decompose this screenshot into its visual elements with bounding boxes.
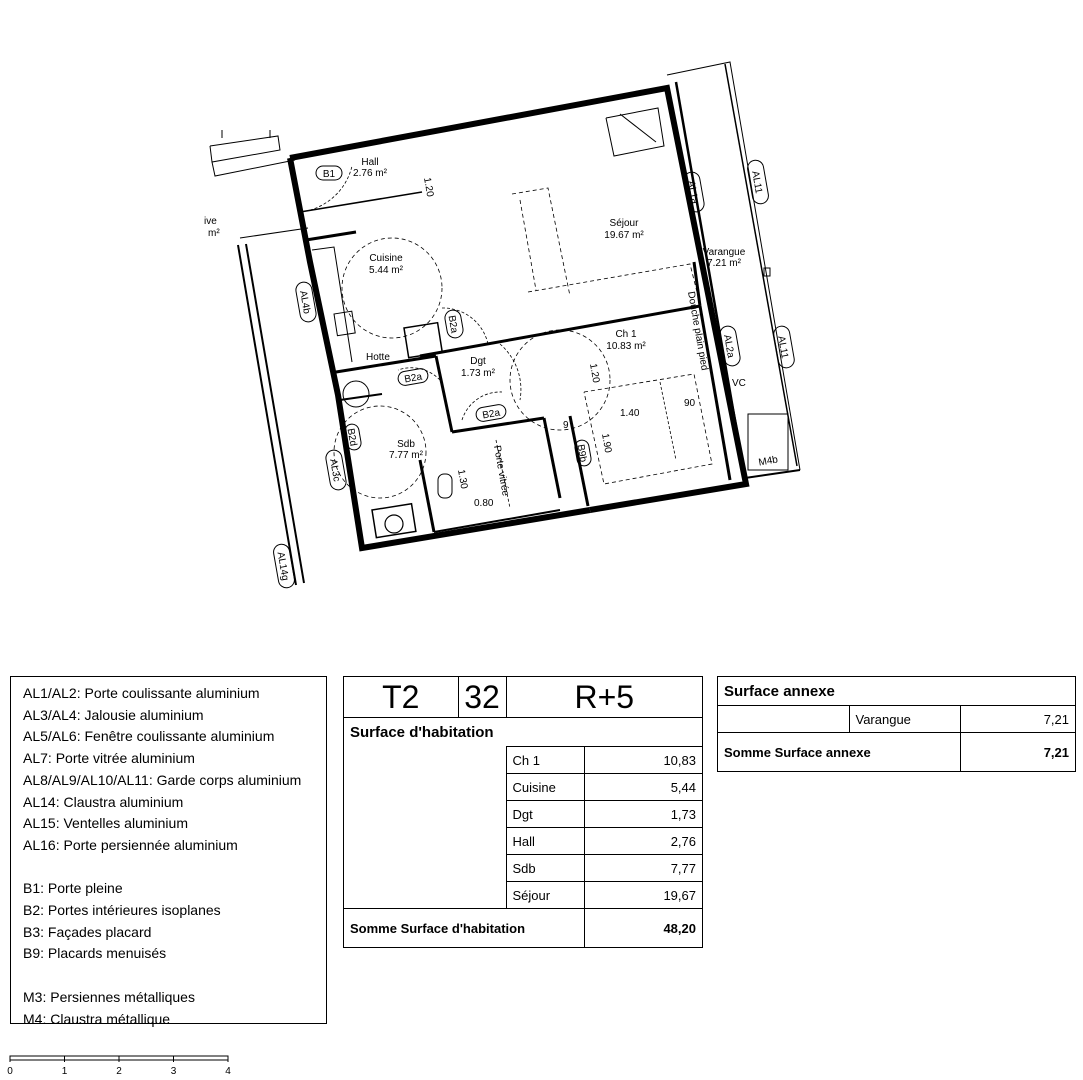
blank-cell bbox=[718, 706, 850, 733]
dimension-label: 1.20 bbox=[421, 176, 436, 198]
annex-room-value: 7,21 bbox=[961, 706, 1076, 733]
habitation-table bbox=[343, 676, 703, 948]
room-name: Sdb bbox=[506, 855, 585, 882]
note-glass-door: Porte vitrée bbox=[491, 444, 511, 497]
partial-label: ive bbox=[204, 216, 217, 227]
room-value: 10,83 bbox=[585, 747, 703, 774]
annex-table bbox=[717, 676, 1076, 772]
tag-al2a: AL2a bbox=[721, 333, 736, 359]
room-value: 1,73 bbox=[585, 801, 703, 828]
tag-b9b: B9b bbox=[574, 443, 589, 463]
interior-wall bbox=[420, 460, 434, 532]
toilet bbox=[438, 474, 452, 498]
annex-title: Surface annexe bbox=[718, 677, 1076, 706]
room-name: Dgt bbox=[506, 801, 585, 828]
scale-tick-label: 3 bbox=[170, 1066, 177, 1077]
room-area-dgt: 1.73 m² bbox=[461, 368, 495, 379]
legend-item: B1: Porte pleine bbox=[23, 880, 123, 897]
room-label-dgt: Dgt bbox=[470, 356, 486, 367]
room-area-ch1: 10.83 m² bbox=[606, 341, 646, 352]
room-label-ch1: Ch 1 bbox=[615, 329, 637, 340]
habitation-sum-value: 48,20 bbox=[585, 909, 703, 948]
legend-item: AL8/AL9/AL10/AL11: Garde corps aluminium bbox=[23, 771, 302, 788]
railing bbox=[240, 228, 308, 238]
railing bbox=[246, 244, 304, 583]
room-value: 7,77 bbox=[585, 855, 703, 882]
tag-b1: B1 bbox=[322, 169, 336, 180]
legend-item: AL1/AL2: Porte coulissante aluminium bbox=[23, 685, 260, 701]
legend-item: B2: Portes intérieures isoplanes bbox=[23, 902, 221, 919]
tag-b2a: B2a bbox=[403, 371, 423, 386]
blank-cell bbox=[344, 747, 507, 909]
room-name: Cuisine bbox=[506, 774, 585, 801]
room-name: Séjour bbox=[506, 882, 585, 909]
washbasin bbox=[343, 381, 369, 407]
tag-b2a: B2a bbox=[445, 314, 460, 334]
room-name: Ch 1 bbox=[506, 747, 585, 774]
legend-item: AL14: Claustra aluminium bbox=[23, 793, 184, 810]
legend-item: B3: Façades placard bbox=[23, 923, 152, 940]
room-area-hall: 2.76 m² bbox=[353, 168, 387, 179]
tag-b2d: B2d bbox=[344, 427, 359, 447]
note-hood: Hotte bbox=[366, 352, 390, 363]
bed-outline bbox=[584, 374, 712, 484]
legend-item: AL3/AL4: Jalousie aluminium bbox=[23, 706, 204, 723]
interior-wall bbox=[340, 394, 382, 400]
entry-wall bbox=[212, 160, 295, 176]
unit-number: 32 bbox=[458, 677, 506, 718]
legend-item: M3: Persiennes métalliques bbox=[23, 988, 195, 1005]
scale-tick-label: 1 bbox=[61, 1066, 68, 1077]
scale-bar bbox=[4, 1052, 234, 1078]
room-label-cuisine: Cuisine bbox=[369, 253, 403, 264]
hall-wall bbox=[306, 232, 356, 240]
scale-tick-label: 2 bbox=[116, 1066, 122, 1077]
room-label-hall: Hall bbox=[361, 157, 379, 168]
exterior-wall bbox=[290, 88, 746, 510]
furniture-outline bbox=[520, 200, 536, 290]
unit-level: R+5 bbox=[506, 677, 702, 718]
dimension-label: 1.30 bbox=[455, 468, 470, 490]
partial-label: m² bbox=[208, 228, 220, 239]
railing bbox=[676, 82, 745, 478]
legend-item: AL7: Porte vitrée aluminium bbox=[23, 750, 195, 767]
annex-room-name: Varangue bbox=[849, 706, 961, 733]
room-area-sejour: 19.67 m² bbox=[604, 230, 644, 241]
annex-sum-value: 7,21 bbox=[961, 733, 1076, 772]
room-area-sdb: 7.77 m² bbox=[389, 450, 423, 461]
room-label-sejour: Séjour bbox=[609, 218, 639, 229]
interior-wall bbox=[452, 418, 544, 432]
tag-al11: AL11 bbox=[749, 170, 764, 195]
legend bbox=[10, 676, 327, 1027]
scale-tick-label: 0 bbox=[7, 1066, 13, 1077]
tag-al14g: AL14g bbox=[274, 551, 291, 582]
room-area-cuisine: 5.44 m² bbox=[369, 265, 403, 276]
window-detail bbox=[606, 108, 664, 156]
legend-item: AL15: Ventelles aluminium bbox=[23, 815, 188, 832]
tag-al4b: AL4b bbox=[297, 289, 312, 315]
habitation-title: Surface d'habitation bbox=[344, 718, 703, 747]
entry-wall bbox=[210, 136, 280, 162]
legend-item: AL16: Porte persiennée aluminium bbox=[23, 836, 238, 853]
interior-wall bbox=[436, 356, 452, 432]
furniture-outline bbox=[512, 188, 570, 296]
legend-item: M4: Claustra métallique bbox=[23, 1010, 171, 1027]
railing bbox=[238, 245, 296, 585]
tag-al1a: AL1a bbox=[685, 179, 700, 205]
hall-wall bbox=[300, 192, 422, 212]
room-value: 19,67 bbox=[585, 882, 703, 909]
room-value: 5,44 bbox=[585, 774, 703, 801]
legend-item: B9: Placards menuisés bbox=[23, 945, 167, 962]
window-detail bbox=[620, 114, 656, 142]
tag-m4b: M4b bbox=[757, 454, 779, 469]
room-area-varangue: 7.21 m² bbox=[707, 258, 741, 269]
tag-al3c: AL3c bbox=[327, 458, 342, 483]
tag-al11: AL11 bbox=[775, 335, 790, 360]
note-vc: VC bbox=[732, 378, 746, 389]
habitation-sum-label: Somme Surface d'habitation bbox=[344, 909, 585, 948]
room-label-varangue: Varangue bbox=[702, 247, 746, 258]
room-label-sdb: Sdb bbox=[397, 439, 415, 450]
unit-type: T2 bbox=[344, 677, 459, 718]
balcony-edge bbox=[745, 470, 800, 478]
room-name: Hall bbox=[506, 828, 585, 855]
interior-wall bbox=[420, 306, 700, 356]
annex-sum-label: Somme Surface annexe bbox=[718, 733, 961, 772]
dimension-label: 1.20 bbox=[587, 362, 602, 384]
dimension-label: 9 bbox=[563, 420, 569, 431]
tag-b2a: B2a bbox=[481, 407, 501, 422]
legend-item: AL5/AL6: Fenêtre coulissante aluminium bbox=[23, 728, 275, 745]
dimension-label: 1.90 bbox=[599, 432, 614, 454]
note-shower: Douche plain pied bbox=[685, 290, 710, 372]
dimension-label: 1.40 bbox=[620, 408, 640, 419]
bed-pillow bbox=[660, 382, 676, 460]
bathtub-drain bbox=[385, 515, 403, 533]
dimension-label: 90 bbox=[684, 398, 696, 409]
furniture-outline bbox=[528, 264, 700, 304]
room-value: 2,76 bbox=[585, 828, 703, 855]
scale-tick-label: 4 bbox=[225, 1066, 231, 1077]
dimension-label: 0.80 bbox=[474, 498, 494, 509]
